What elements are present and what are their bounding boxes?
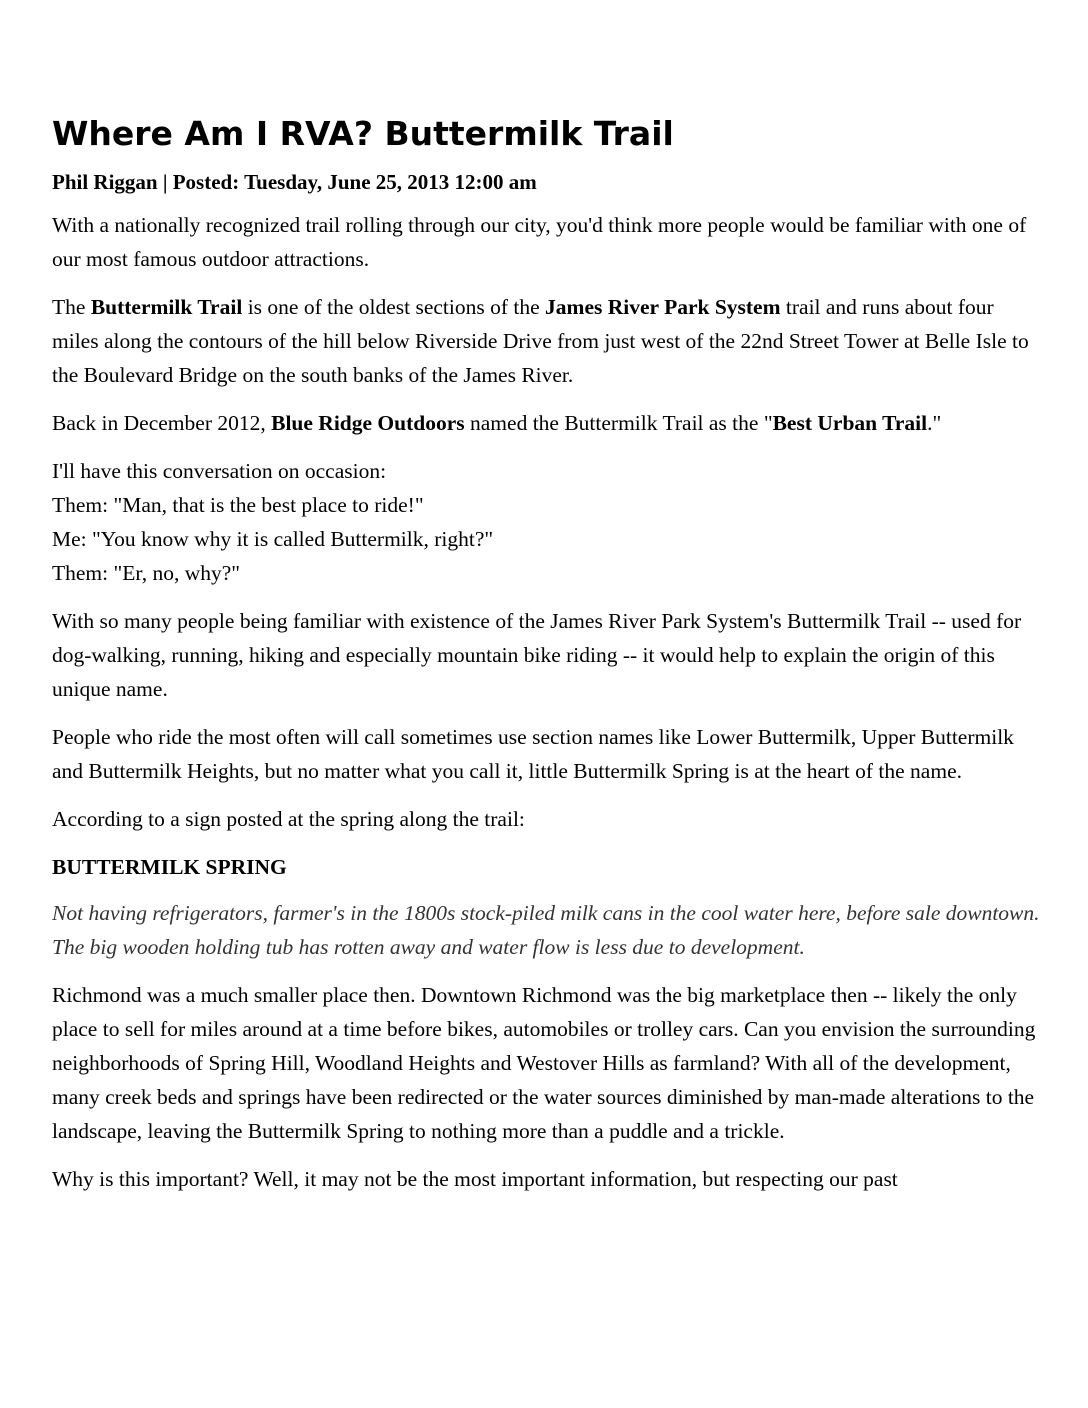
paragraph-intro: With a nationally recognized trail rolling through our city, you'd think more people would be familiar with one of our most famous outdoor attractions. bbox=[52, 213, 1027, 271]
paragraph-section-names: People who ride the most often will call sometimes use section names like Lower Buttermilk, Upper Buttermilk and Buttermilk Heights, but no matter what you call it, little Buttermilk Spring is at the heart of the name. bbox=[52, 725, 1014, 783]
award-name: Best Urban Trail bbox=[772, 411, 928, 435]
paragraph-award: Back in December 2012, Blue Ridge Outdoors named the Buttermilk Trail as the "Best Urban Trail." bbox=[52, 411, 942, 435]
paragraph-history: Richmond was a much smaller place then. Downtown Richmond was the big marketplace then -- likely the only place to sell for miles around at a time before bikes, automobiles or trolley cars. Can you envision the surrounding neighborhoods of Spring Hill, Woodland Heights and Westover Hills as farmland? With all of the development, many creek beds and springs have been redirected or the water sources diminished by man-made alterations to the landscape, leaving the Buttermilk Spring to nothing more than a puddle and a trickle. bbox=[52, 983, 1036, 1143]
paragraph-trail-description: The Buttermilk Trail is one of the oldest sections of the James River Park System trail and runs about four miles along the contours of the hill below Riverside Drive from just west of the 22nd Street Tower at Belle Isle to the Boulevard Bridge on the south banks of the James River. bbox=[52, 295, 1029, 387]
magazine-name: Blue Ridge Outdoors bbox=[271, 411, 465, 435]
article bbox=[52, 112, 1042, 1210]
sign-title: BUTTERMILK SPRING bbox=[52, 855, 287, 879]
paragraph-sign-intro: According to a sign posted at the spring along the trail: bbox=[52, 807, 525, 831]
paragraph-origin: With so many people being familiar with existence of the James River Park System's Buttermilk Trail -- used for dog-walking, running, hiking and especially mountain bike riding -- it would help to explain the origin of this unique name. bbox=[52, 609, 1022, 701]
article-title: Where Am I RVA? Buttermilk Trail bbox=[52, 114, 674, 153]
park-system-name: James River Park System bbox=[545, 295, 781, 319]
paragraph-importance: Why is this important? Well, it may not be the most important information, but respecting our past bbox=[52, 1167, 898, 1191]
article-byline: Phil Riggan | Posted: Tuesday, June 25, 2013 12:00 am bbox=[52, 170, 537, 194]
conversation-line: Them: "Man, that is the best place to ride!" bbox=[52, 493, 424, 517]
sign-quote: Not having refrigerators, farmer's in the 1800s stock-piled milk cans in the cool water here, before sale downtown. The big wooden holding tub has rotten away and water flow is less due to development. bbox=[52, 901, 1040, 959]
conversation bbox=[52, 454, 1042, 590]
conversation-line: Them: "Er, no, why?" bbox=[52, 561, 241, 585]
conversation-line: I'll have this conversation on occasion: bbox=[52, 459, 387, 483]
trail-name: Buttermilk Trail bbox=[90, 295, 243, 319]
conversation-line: Me: "You know why it is called Buttermilk, right?" bbox=[52, 527, 494, 551]
